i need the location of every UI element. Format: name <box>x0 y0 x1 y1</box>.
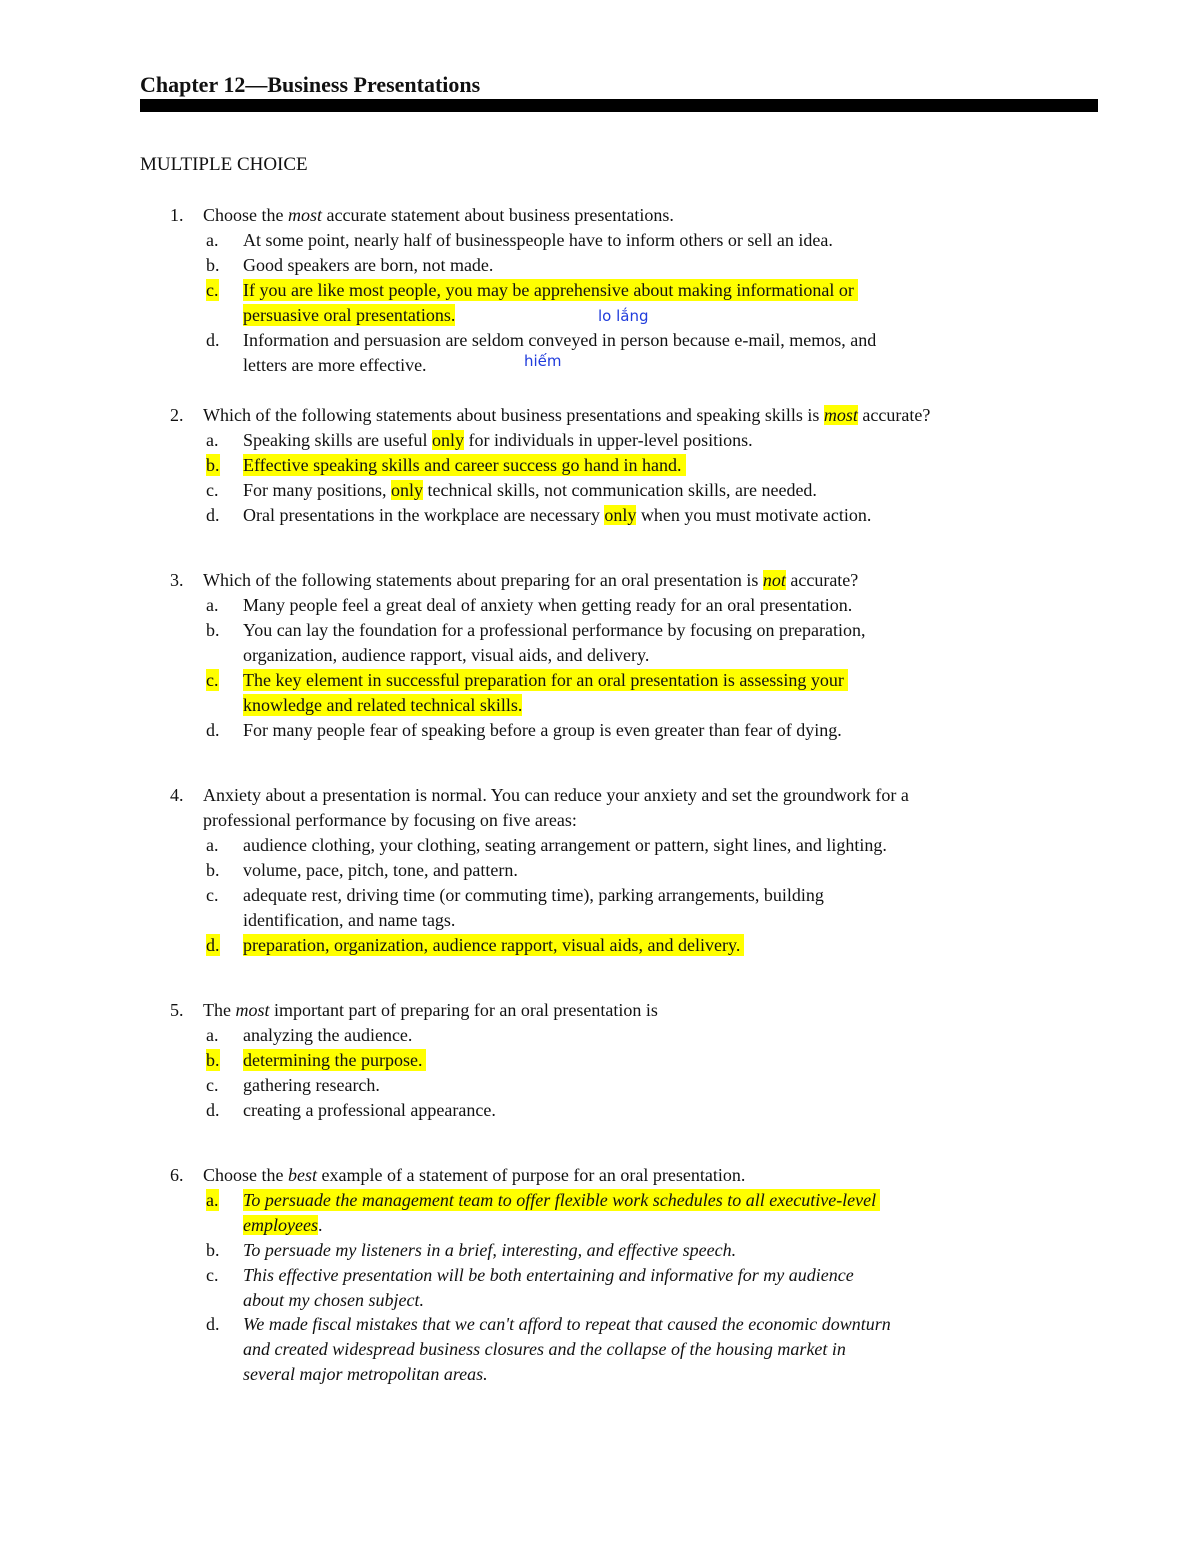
option-text: gathering research. <box>243 1075 380 1095</box>
option-text: creating a professional appearance. <box>243 1100 496 1120</box>
option-letter: c. <box>206 480 219 500</box>
option-letter: c. <box>206 1075 219 1095</box>
handwritten-annotation: hiếm <box>524 352 562 370</box>
section-heading: MULTIPLE CHOICE <box>140 154 308 175</box>
option-letter: d. <box>206 1100 220 1120</box>
option-letter: b. <box>206 1050 220 1070</box>
option-text: Many people feel a great deal of anxiety when getting ready for an oral presentation. <box>243 595 853 615</box>
question-text: The most important part of preparing for an oral presentation is <box>203 1000 658 1020</box>
option-letter: a. <box>206 1190 219 1210</box>
title-rule <box>140 99 1098 112</box>
question-text: Which of the following statements about business presentations and speaking skills is most accurate? <box>203 405 931 425</box>
option-text: knowledge and related technical skills. <box>243 695 523 715</box>
option-letter: d. <box>206 505 220 525</box>
option-letter: a. <box>206 1025 219 1045</box>
option-letter: b. <box>206 860 220 880</box>
question-number: 1. <box>170 205 184 225</box>
option-text: Information and persuasion are seldom conveyed in person because e-mail, memos, and <box>243 330 877 350</box>
option-letter: a. <box>206 835 219 855</box>
option-letter: b. <box>206 455 220 475</box>
option-text: Good speakers are born, not made. <box>243 255 494 275</box>
question-number: 5. <box>170 1000 184 1020</box>
option-text: Oral presentations in the workplace are necessary only when you must motivate action. <box>243 505 872 525</box>
option-letter: b. <box>206 1240 220 1260</box>
question-number: 2. <box>170 405 184 425</box>
option-text: identification, and name tags. <box>243 910 456 930</box>
option-letter: d. <box>206 935 220 955</box>
option-letter: c. <box>206 1265 219 1285</box>
option-text: persuasive oral presentations. <box>243 305 456 325</box>
option-text: To persuade the management team to offer flexible work schedules to all executive-level <box>243 1189 880 1211</box>
option-text: We made fiscal mistakes that we can't afford to repeat that caused the economic downturn <box>243 1314 891 1334</box>
question-number: 3. <box>170 570 184 590</box>
option-text: Effective speaking skills and career success go hand in hand. <box>243 454 686 476</box>
option-letter: c. <box>206 670 219 690</box>
option-text: several major metropolitan areas. <box>243 1364 488 1384</box>
option-text: letters are more effective. <box>243 355 427 375</box>
option-text: At some point, nearly half of businesspeople have to inform others or sell an idea. <box>243 230 833 250</box>
option-text: You can lay the foundation for a professional performance by focusing on preparation, <box>243 620 866 640</box>
option-text: To persuade my listeners in a brief, interesting, and effective speech. <box>243 1240 737 1260</box>
option-text: adequate rest, driving time (or commuting time), parking arrangements, building <box>243 885 824 905</box>
option-text: employees. <box>243 1215 323 1235</box>
option-letter: a. <box>206 430 219 450</box>
option-text: organization, audience rapport, visual aids, and delivery. <box>243 645 650 665</box>
question-text: professional performance by focusing on five areas: <box>203 810 577 830</box>
option-letter: c. <box>206 885 219 905</box>
option-text: about my chosen subject. <box>243 1290 424 1310</box>
option-text: The key element in successful preparation for an oral presentation is assessing your <box>243 669 848 691</box>
question-number: 6. <box>170 1165 184 1185</box>
option-text: This effective presentation will be both entertaining and informative for my audience <box>243 1265 854 1285</box>
option-text: preparation, organization, audience rapport, visual aids, and delivery. <box>243 934 744 956</box>
option-text: and created widespread business closures and the collapse of the housing market in <box>243 1339 846 1359</box>
question-text: Which of the following statements about preparing for an oral presentation is not accurate? <box>203 570 859 590</box>
option-text: volume, pace, pitch, tone, and pattern. <box>243 860 518 880</box>
option-letter: d. <box>206 720 220 740</box>
question-text: Choose the most accurate statement about business presentations. <box>203 205 674 225</box>
option-letter: d. <box>206 1314 220 1334</box>
option-text: For many positions, only technical skills, not communication skills, are needed. <box>243 480 817 500</box>
option-text: determining the purpose. <box>243 1049 426 1071</box>
question-text: Anxiety about a presentation is normal. You can reduce your anxiety and set the groundwork for a <box>203 785 909 805</box>
option-letter: d. <box>206 330 220 350</box>
option-letter: b. <box>206 620 220 640</box>
handwritten-annotation: lo lắng <box>598 307 649 325</box>
option-letter: a. <box>206 230 219 250</box>
chapter-title: Chapter 12—Business Presentations <box>140 72 481 97</box>
option-text: analyzing the audience. <box>243 1025 413 1045</box>
question-text: Choose the best example of a statement of purpose for an oral presentation. <box>203 1165 746 1185</box>
option-text: audience clothing, your clothing, seating arrangement or pattern, sight lines, and lighting. <box>243 835 887 855</box>
option-letter: b. <box>206 255 220 275</box>
option-text: If you are like most people, you may be apprehensive about making informational or <box>243 279 858 301</box>
option-text: For many people fear of speaking before a group is even greater than fear of dying. <box>243 720 842 740</box>
option-letter: a. <box>206 595 219 615</box>
option-text: Speaking skills are useful only for individuals in upper-level positions. <box>243 430 753 450</box>
question-number: 4. <box>170 785 184 805</box>
option-letter: c. <box>206 280 219 300</box>
